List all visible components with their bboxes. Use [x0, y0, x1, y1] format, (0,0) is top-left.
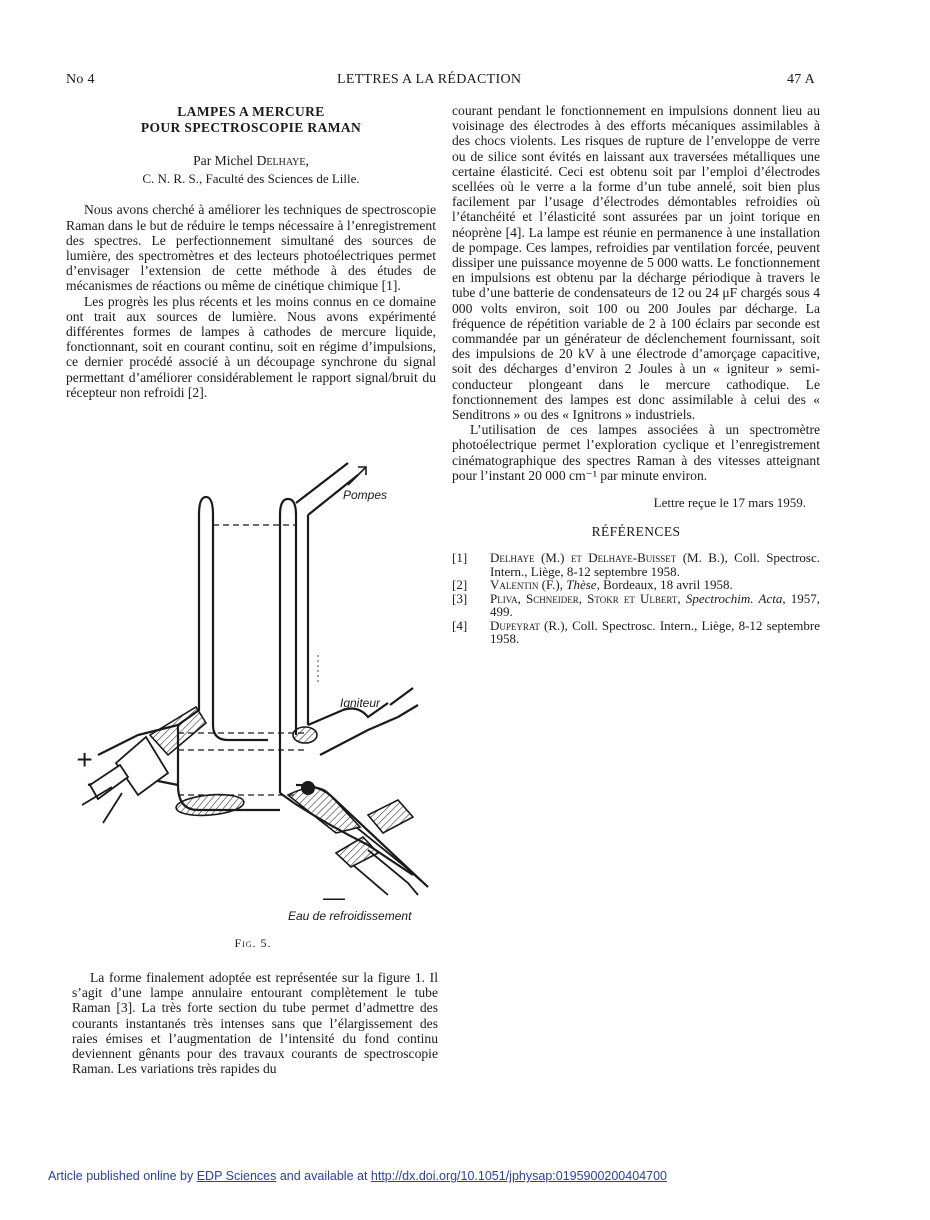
reference-item: [452, 619, 820, 646]
paragraph-3: La forme finalement adoptée est représentée sur la figure 1. Il s’agit d’une lampe annulaire entourant complètement le tube Raman [3]. La très forte section du tube permet d’admettre des courants instantanés très intenses sans que l’élargissement des raies émises et l’augmentation de l’intensité du fond continu deviennent gênants pour des travaux courants de spectroscopie Raman. Les variations très rapides du: [72, 970, 438, 1077]
reference-number: [2]: [452, 577, 468, 593]
article-title: [66, 104, 436, 136]
references-list: [452, 551, 820, 646]
title-line-1: LAMPES A MERCURE: [177, 104, 325, 119]
pump-arrow: [348, 467, 366, 485]
received-date: Lettre reçue le 17 mars 1959.: [653, 495, 806, 511]
hatched-parts: [150, 707, 413, 867]
right-column: [452, 103, 820, 646]
reference-authors: Valentin (F.): [490, 577, 560, 593]
reference-item: [3] Pliva, Schneider, Stokr et Ulbert, Spectrochim. Acta, 1957, 499.: [452, 590, 820, 620]
level-lines: [178, 525, 308, 795]
byline-prefix: Par Michel: [193, 153, 257, 168]
lamp-figure: [68, 455, 440, 930]
reference-authors: Pliva, Schneider, Stokr et Ulbert: [490, 590, 678, 606]
doi-link[interactable]: http://dx.doi.org/10.1051/jphysap:0195900200404700: [370, 1169, 667, 1183]
label-igniteur: Igniteur: [340, 696, 381, 710]
figure-caption: Fig. 5.: [234, 936, 272, 950]
footer-prefix: Article published online by: [48, 1169, 197, 1183]
footer-middle: and available at: [276, 1169, 371, 1183]
reference-authors: Delhaye (M.) et Delhaye-Buisset (M. B.): [490, 550, 725, 566]
reference-details: , Bordeaux, 18 avril 1958.: [596, 577, 733, 593]
reference-number: [4]: [452, 617, 468, 633]
page-number: 47 A: [787, 72, 816, 87]
reference-item: [452, 551, 820, 578]
reference-details: , 1957, 499.: [490, 590, 820, 620]
label-pompes: Pompes: [343, 488, 388, 502]
references-heading: RÉFÉRENCES: [591, 524, 681, 540]
label-plus: +: [76, 744, 93, 775]
reference-number: [1]: [452, 550, 468, 566]
reference-details: , Coll. Spectrosc. Intern., Liège, 8-12 septembre 1958.: [490, 550, 820, 579]
publication-footer: [48, 1169, 667, 1183]
left-connector: [82, 737, 168, 823]
label-minus: —: [323, 885, 345, 910]
paragraph-2: Les progrès les plus récents et les moins connus en ce domaine ont trait aux sources de lumière. Nous avons expérimenté différentes formes de lampes à cathodes de mercure liquide, fonctionnant, soit en courant continu, soit en régime d’impulsions, ce dernier procédé associé à un découpage synchrone du signal permettant d’améliorer considérablement le rapport signal/bruit du récepteur non refroidi [2].: [66, 293, 436, 400]
byline: [66, 153, 436, 168]
reference-authors: Dupeyrat (R.): [490, 617, 565, 633]
author-name: Delhaye: [256, 153, 306, 168]
publisher-link[interactable]: EDP Sciences: [196, 1169, 277, 1183]
paragraph-4: courant pendant le fonctionnement en impulsions donnent lieu au voisinage des électrodes à des efforts mécaniques assimilables à des chocs violents. Les risques de rupture de l’enveloppe de verre ou de silice sont évités en laissant aux traversées métalliques une certaine élasticité. Ceci est obtenu soit par l’emploi d’électrodes scellées où le verre a la forme d’un tube annelé, soit bien plus facilement par l’usage d’électrodes démontables refroidies où l’étanchéité et l’élasticité sont assurées par un joint torique en néoprène [4]. La lampe est réunie en permanence à une installation de pompage. Ces lampes, refroidies par ventilation forcée, peuvent dissiper une puissance moyenne de 5 000 watts. Le fonctionnement en impulsions est obtenu par la décharge périodique à travers le tube d’une batterie de condensateurs de 12 ou 24 μF chargés sous 4 000 volts environ, soit 100 ou 200 Joules par décharge. La fréquence de répétition variable de 2 à 100 éclairs par seconde est commandée par un générateur de déclenchement fournissant, soit des impulsions de 20 kV à une électrode d’amorçage capacitive, soit des décharges d’environ 2 Joules à un « igniteur » semi-conducteur plongeant dans le mercure cathodique. Le fonctionnement des lampes est donc assimilable à celui des « Senditrons » ou des « Ignitrons » industriels.: [452, 103, 820, 423]
title-line-2: POUR SPECTROSCOPIE RAMAN: [140, 120, 362, 135]
reference-number: [3]: [452, 590, 468, 606]
byline-suffix: ,: [305, 153, 309, 168]
reference-journal: Thèse: [566, 577, 597, 593]
left-column-bottom: [72, 970, 438, 1076]
affiliation: C. N. R. S., Faculté des Sciences de Lille.: [142, 171, 360, 187]
reference-item: [2] Valentin (F.), Thèse, Bordeaux, 18 avril 1958.: [452, 577, 733, 593]
reference-details: , Coll. Spectrosc. Intern., Liège, 8-12 septembre 1958.: [490, 617, 820, 647]
issue-number: No 4: [66, 72, 95, 87]
paragraph-5: L’utilisation de ces lampes associées à un spectromètre photoélectrique permet l’exploration cyclique et l’enregistrement cinématographique des spectres Raman à des vitesses atteignant pour l’instant 20 000 cm⁻¹ par minute environ.: [452, 422, 820, 483]
reference-journal: Spectrochim. Acta: [685, 590, 783, 606]
running-title: LETTRES A LA RÉDACTION: [337, 72, 522, 87]
label-eau: Eau de refroidissement: [288, 909, 412, 923]
paragraph-1: Nous avons cherché à améliorer les techniques de spectroscopie Raman dans le but de réduire le temps nécessaire à l’enregistrement des spectres. Le perfectionnement simultané des sources de lumière, des spectromètres et des lecteurs photoélectriques permet d’envisager l’extension de cette méthode à des études de mécanismes de réactions ou même de cinétique chimique [1].: [66, 202, 436, 294]
left-column: [66, 104, 436, 400]
igniter-tip: [301, 781, 315, 795]
